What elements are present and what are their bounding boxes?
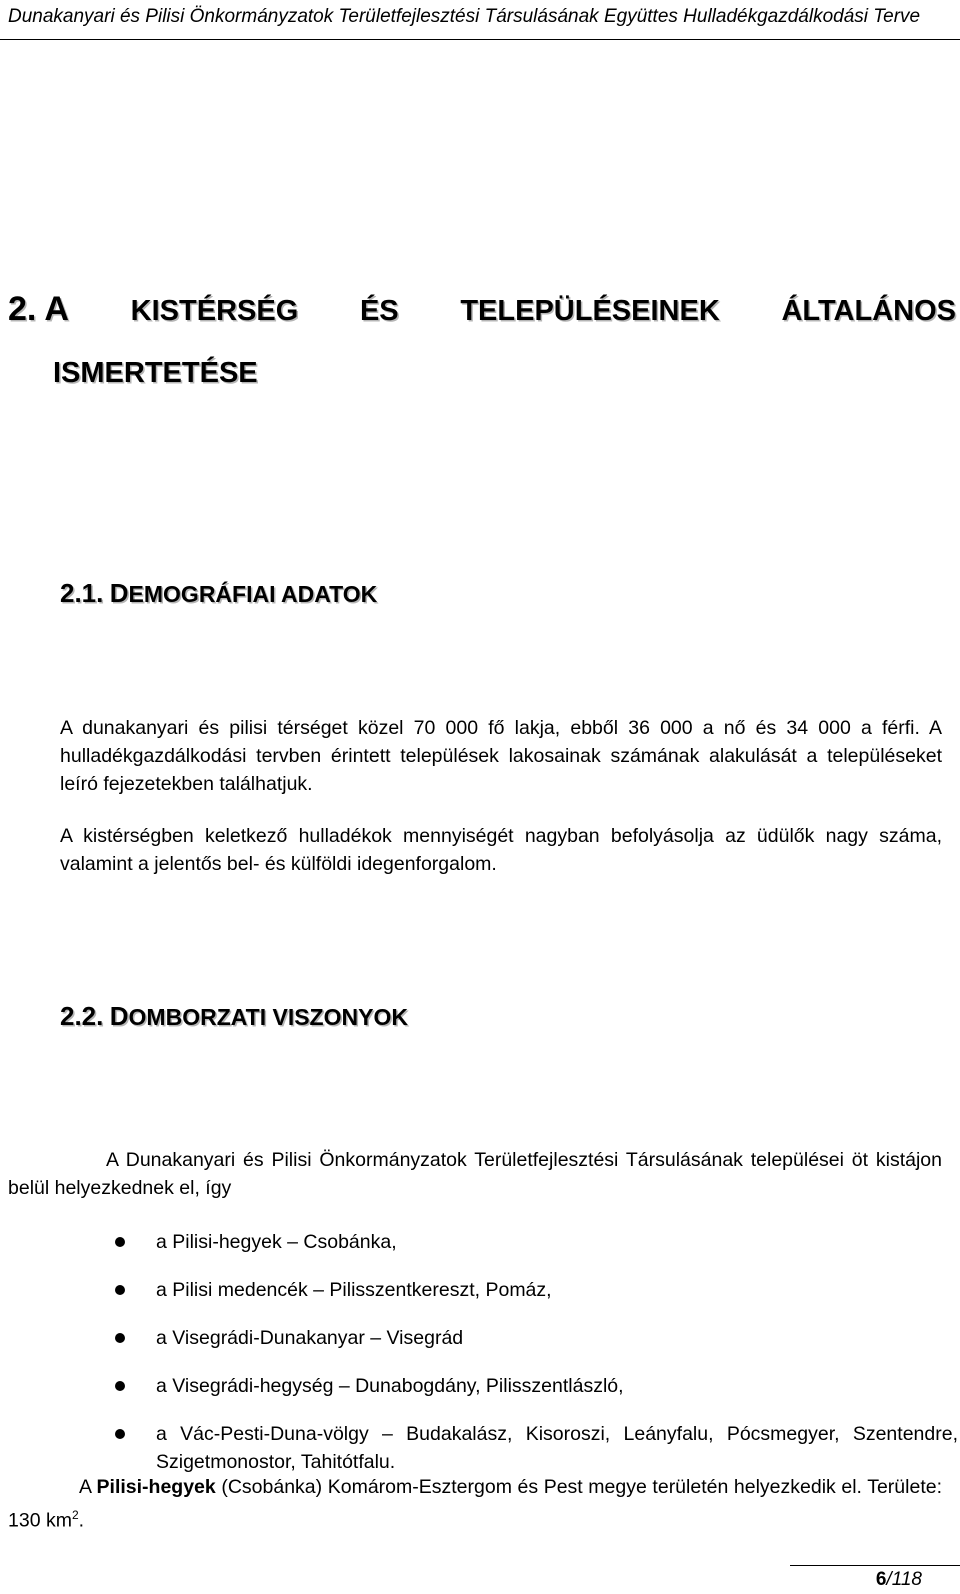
list-item: a Vác-Pesti-Duna-völgy – Budakalász, Kisoroszi, Leányfalu, Pócsmegyer, Szentendre, Szigetmonostor, Tahitótfalu. [108, 1420, 958, 1476]
chapter-word: KISTÉRSÉG [130, 295, 299, 327]
chapter-number-and-lead: 2. A [8, 290, 69, 328]
footer-divider [790, 1565, 960, 1566]
paragraph-microregions: A Dunakanyari és Pilisi Önkormányzatok Területfejlesztési Társulásának települései öt kistájon belül helyezkednek el, így [8, 1149, 942, 1199]
list-item: a Pilisi medencék – Pilisszentkereszt, Pomáz, [108, 1276, 958, 1304]
paragraph-population: A dunakanyari és pilisi térséget közel 70 000 fő lakja, ebből 36 000 a nő és 34 000 a férfi. A hulladékgazdálkodási tervben érintett települések lakosainak számának alakulását a településeket leíró fejezetekben találhatjuk. [60, 717, 942, 795]
chapter-title-line-1 [8, 290, 956, 329]
paragraph-pilis-hills: A Pilisi-hegyek (Csobánka) Komárom-Esztergom és Pest megye területén helyezkedik el. Területe: 130 $km^2$. [8, 1476, 943, 1532]
bullet-icon [115, 1381, 125, 1391]
list-item: a Pilisi-hegyek – Csobánka, [108, 1228, 958, 1256]
chapter-word: TELEPÜLÉSEINEK [460, 295, 720, 327]
section-heading-demography: 2.1. DEMOGRÁFIAI ADATOK [60, 578, 378, 608]
chapter-word: ÁLTALÁNOS [781, 295, 956, 327]
chapter-title-line-2: ISMERTETÉSE [53, 357, 258, 389]
microregion-list [108, 1228, 958, 1496]
page-header [0, 0, 960, 40]
bullet-icon [115, 1285, 125, 1295]
bullet-icon [115, 1333, 125, 1343]
bullet-icon [115, 1237, 125, 1247]
chapter-word: ÉS [359, 295, 399, 327]
section-heading-relief: 2.2. DOMBORZATI VISZONYOK [60, 1001, 408, 1031]
list-item: a Visegrádi-hegység – Dunabogdány, Pilisszentlászló, [108, 1372, 958, 1400]
chapter-title [8, 290, 956, 390]
bullet-icon [115, 1429, 125, 1439]
paragraph-waste-tourism: A kistérségben keletkező hulladékok mennyiségét nagyban befolyásolja az üdülők nagy száma, valamint a jelentős bel- és külföldi idegenforgalom. [60, 825, 942, 875]
running-title: Dunakanyari és Pilisi Önkormányzatok Területfejlesztési Társulásának Együttes Hulladékgazdálkodási Terve [8, 6, 921, 27]
page-number: 6/118 [875, 1569, 922, 1590]
list-item: a Visegrádi-Dunakanyar – Visegrád [108, 1324, 958, 1352]
